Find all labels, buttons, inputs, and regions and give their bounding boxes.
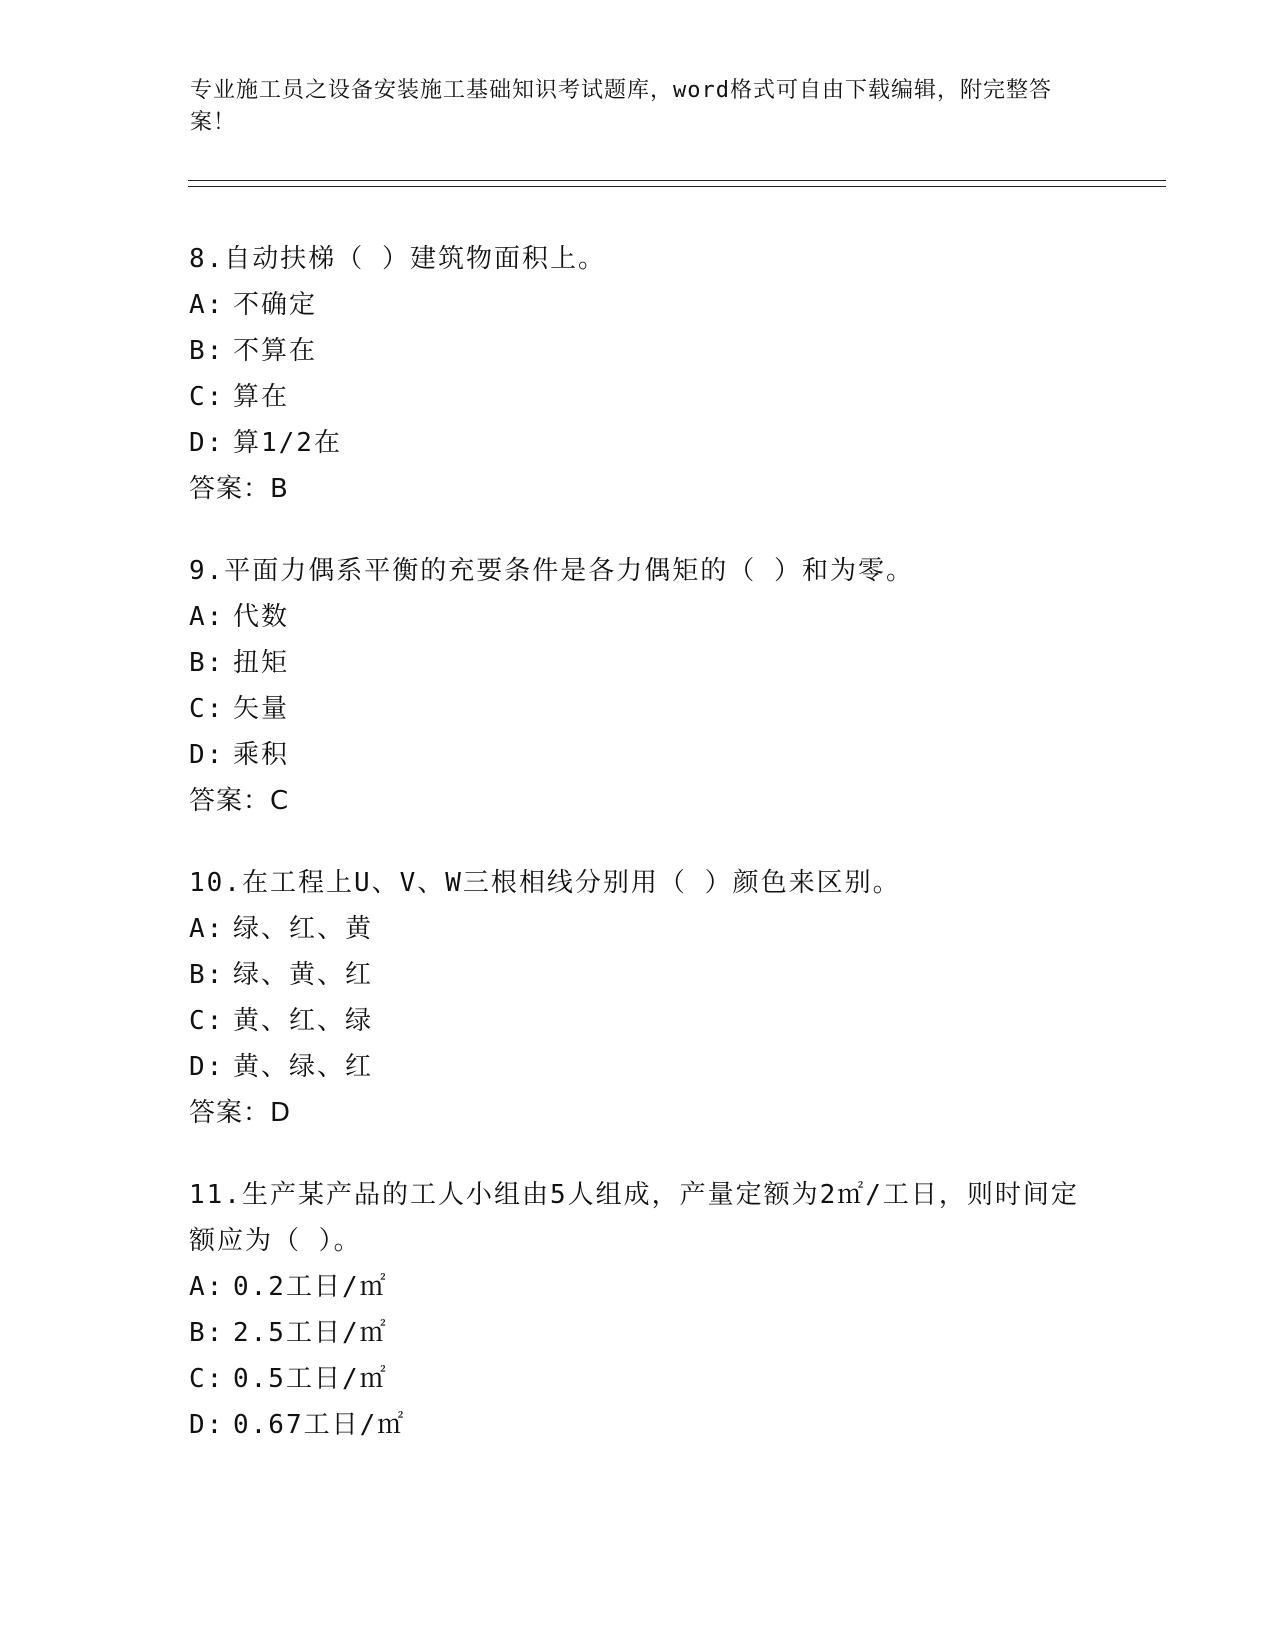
question-9 [189, 548, 1089, 824]
question-title: 10.在工程上U、V、W三根相线分别用（ ）颜色来区别。 [189, 868, 901, 898]
option-text: 0.67工日/㎡ [233, 1410, 406, 1440]
option-b [189, 328, 1089, 374]
option-text: 乘积 [233, 740, 290, 770]
document-header: 专业施工员之设备安装施工基础知识考试题库，word格式可自由下载编辑，附完整答案！ [190, 78, 1052, 135]
option-text: 黄、红、绿 [233, 1006, 374, 1036]
option-text: 0.2工日/㎡ [233, 1272, 388, 1302]
option-text: 绿、红、黄 [233, 914, 374, 944]
option-key: D: [189, 1052, 225, 1082]
option-c [189, 686, 1089, 732]
option-key: D: [189, 1410, 225, 1440]
option-key: C: [189, 1006, 225, 1036]
option-key: B: [189, 1318, 225, 1348]
option-key: A: [189, 290, 225, 320]
option-text: 矢量 [233, 694, 290, 724]
header-rule-bottom [188, 186, 1166, 187]
option-text: 不确定 [233, 290, 318, 320]
option-text: 代数 [233, 602, 290, 632]
option-b [189, 640, 1089, 686]
option-text: 黄、绿、红 [233, 1052, 374, 1082]
answer: 答案：B [189, 474, 289, 504]
option-text: 不算在 [233, 336, 318, 366]
option-key: C: [189, 694, 225, 724]
option-c [189, 1356, 1089, 1402]
option-key: D: [189, 740, 225, 770]
question-title: 8.自动扶梯（ ）建筑物面积上。 [189, 244, 606, 274]
option-d [189, 1044, 1089, 1090]
question-title: 9.平面力偶系平衡的充要条件是各力偶矩的（ ）和为零。 [189, 556, 914, 586]
question-10 [189, 860, 1089, 1136]
option-text: 算1/2在 [233, 428, 342, 458]
question-list [189, 236, 1089, 1484]
option-a [189, 594, 1089, 640]
option-key: B: [189, 648, 225, 678]
option-b [189, 1310, 1089, 1356]
answer: 答案：C [189, 786, 290, 816]
option-key: A: [189, 1272, 225, 1302]
option-d [189, 420, 1089, 466]
option-d [189, 732, 1089, 778]
option-d [189, 1402, 1089, 1448]
option-key: B: [189, 960, 225, 990]
option-text: 0.5工日/㎡ [233, 1364, 388, 1394]
option-b [189, 952, 1089, 998]
option-key: C: [189, 1364, 225, 1394]
option-c [189, 374, 1089, 420]
option-key: C: [189, 382, 225, 412]
option-text: 2.5工日/㎡ [233, 1318, 388, 1348]
option-key: B: [189, 336, 225, 366]
question-title: 11.生产某产品的工人小组由5人组成，产量定额为2㎡/工日，则时间定额应为（ ）。 [189, 1180, 1079, 1256]
question-8 [189, 236, 1089, 512]
header-rule-top [188, 180, 1166, 181]
question-11 [189, 1172, 1089, 1448]
option-a [189, 282, 1089, 328]
option-a [189, 906, 1089, 952]
option-a [189, 1264, 1089, 1310]
option-text: 绿、黄、红 [233, 960, 374, 990]
option-key: D: [189, 428, 225, 458]
option-text: 算在 [233, 382, 290, 412]
option-key: A: [189, 602, 225, 632]
answer: 答案：D [189, 1098, 292, 1128]
option-c [189, 998, 1089, 1044]
option-text: 扭矩 [233, 648, 290, 678]
option-key: A: [189, 914, 225, 944]
